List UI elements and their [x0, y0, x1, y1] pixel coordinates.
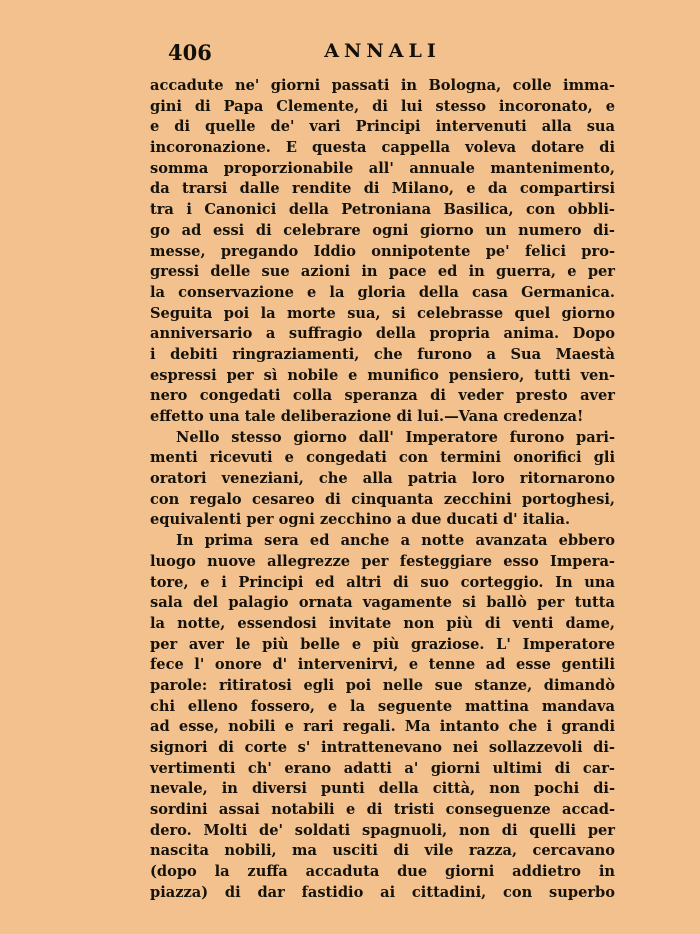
text-line: tra i Canonici della Petroniana Basilica, con obbli- — [150, 201, 615, 219]
text-line: chi elleno fossero, e la seguente mattina mandava — [150, 697, 615, 715]
text-line: sordini assai notabili e di tristi conseguenze accad- — [150, 801, 615, 819]
text-line: signori di corte s' intrattenevano nei sollazzevoli di- — [150, 739, 615, 756]
text-line: (dopo la zuffa accaduta due giorni addietro in — [150, 863, 615, 881]
text-line: incoronazione. E questa cappella voleva dotare di — [150, 139, 615, 157]
text-line: parole: ritiratosi egli poi nelle sue stanze, dimandò — [150, 676, 615, 694]
text-line: nascita nobili, ma usciti di vile razza, cercavano — [150, 842, 615, 860]
text-line: da trarsi dalle rendite di Milano, e da compartirsi — [150, 180, 615, 198]
text-line: tore, e i Principi ed altri di suo corteggio. In una — [150, 573, 615, 591]
text-line: nevale, in diversi punti della città, non pochi di- — [150, 780, 615, 798]
text-line: la conservazione e la gloria della casa Germanica. — [150, 283, 615, 301]
text-line: go ad essi di celebrare ogni giorno un numero di- — [150, 221, 615, 239]
text-line: ad esse, nobili e rari regali. Ma intanto che i grandi — [150, 718, 615, 736]
text-line: somma proporzionabile all' annuale mantenimento, — [150, 159, 615, 177]
text-line: equivalenti per ogni zecchino a due ducati d' italia. — [150, 511, 571, 529]
text-line: i debiti ringraziamenti, che furono a Sua Maestà — [150, 345, 615, 363]
text-line: per aver le più belle e più graziose. L' Imperatore — [150, 635, 615, 653]
text-line: gini di Papa Clemente, di lui stesso incoronato, e — [150, 97, 615, 115]
text-line: e di quelle de' vari Principi intervenuti alla sua — [150, 118, 615, 136]
page-number: 406 — [168, 40, 212, 65]
text-line: Seguita poi la morte sua, si celebrasse quel giorno — [150, 304, 615, 322]
text-line: anniversario a suffragio della propria anima. Dopo — [150, 325, 615, 343]
page-header — [150, 40, 615, 68]
text-line: piazza) di dar fastidio ai cittadini, con superbo — [150, 883, 615, 901]
text-line: sala del palagio ornata vagamente si ballò per tutta — [150, 594, 615, 612]
text-line: luogo nuove allegrezze per festeggiare esso Impera- — [150, 552, 615, 570]
text-line: dero. Molti de' soldati spagnuoli, non di quelli per — [150, 821, 615, 839]
text-line: gressi delle sue azioni in pace ed in guerra, e per — [150, 263, 615, 281]
paragraph-start-line: In prima sera ed anche a notte avanzata ebbero — [176, 532, 615, 550]
text-line: vertimenti ch' erano adatti a' giorni ultimi di car- — [150, 759, 615, 777]
text-line: oratori veneziani, che alla patria loro ritornarono — [150, 470, 615, 488]
text-line: effetto una tale deliberazione di lui.—Vana credenza! — [150, 408, 584, 425]
text-line: accadute ne' giorni passati in Bologna, colle imma- — [150, 77, 615, 94]
text-line: menti ricevuti e congedati con termini onorifici gli — [150, 449, 615, 467]
text-line: espressi per sì nobile e munifico pensiero, tutti ven- — [150, 366, 615, 384]
text-line: nero congedati colla speranza di veder presto aver — [150, 387, 615, 405]
text-line: fece l' onore d' intervenirvi, e tenne ad esse gentili — [150, 656, 615, 674]
text-line: messe, pregando Iddio onnipotente pe' felici pro- — [150, 242, 615, 260]
running-title: ANNALI — [324, 40, 441, 62]
text-line: con regalo cesareo di cinquanta zecchini portoghesi, — [150, 490, 615, 508]
text-line: la notte, essendosi invitate non più di venti dame, — [150, 614, 615, 632]
paragraph-start-line: Nello stesso giorno dall' Imperatore furono pari- — [176, 428, 615, 446]
body-text — [150, 76, 615, 904]
